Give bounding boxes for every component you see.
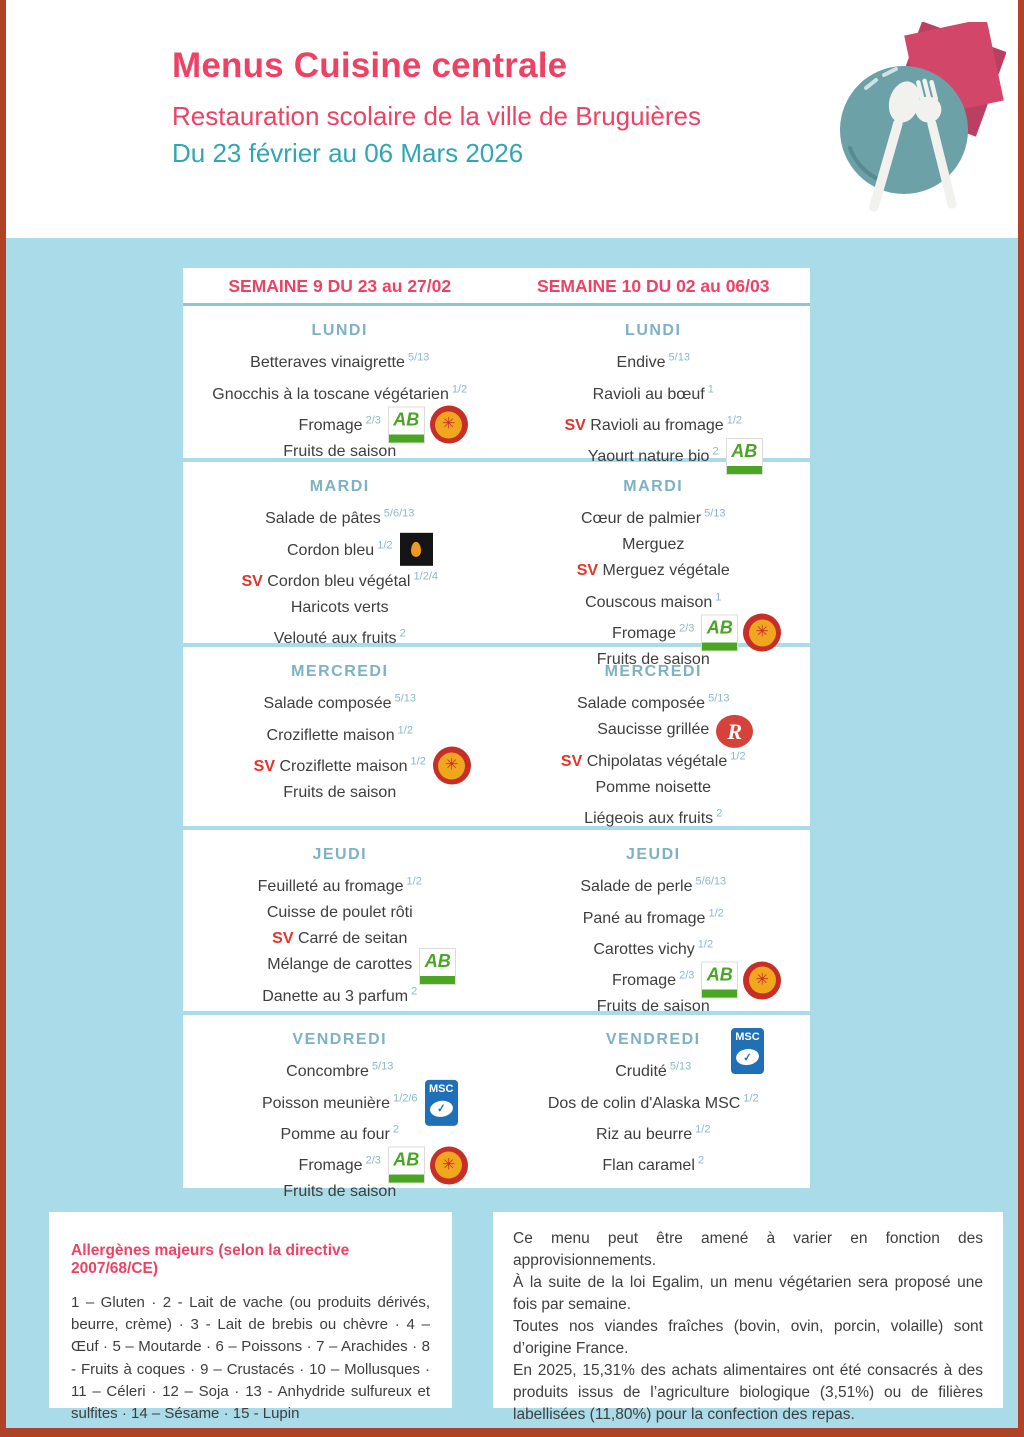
allergen-numbers: 2 [713,807,723,820]
menu-item-text: Fruits de saison [283,1183,397,1201]
menu-item [183,532,497,563]
ab-logo: AB [701,962,738,999]
ab-logo: AB [388,1147,425,1184]
allergen-numbers: 2/3 [362,414,381,427]
menu-item [183,717,497,748]
allergens-title: Allergènes majeurs (selon la directive 2007/68/CE) [71,1242,350,1277]
menu-item-text: Croziflette maison $^{1/2}$ [266,724,413,744]
menu-item [183,900,497,926]
ab-logo: AB [388,406,425,443]
menu-item [183,952,497,978]
allergen-numbers: 5/13 [705,693,730,705]
menu-item [497,1085,811,1116]
menu-item-text: SV Croziflette maison $^{1/2}$ [253,755,426,775]
menu-item-text: Pané au fromage $^{1/2}$ [582,907,724,927]
allergen-numbers: 1/2/6 [390,1092,418,1105]
menu-item [497,1148,811,1179]
menu-item-text: Fromage $^{2/3}$ [298,414,381,434]
menu-item [497,616,811,647]
allergen-numbers: 1/2/4 [410,570,439,583]
day-label: VENDREDI [605,1031,701,1048]
menu-item [497,963,811,994]
day-row-jeudi [183,826,810,1016]
plate-cutlery-illustration [816,22,1006,222]
menu-item-text: Fruits de saison [596,998,710,1016]
menu-item-text: Liégeois aux fruits $^2$ [584,807,723,827]
label-rouge-logo: R [716,715,753,748]
day-label: JEUDI [625,846,681,863]
allergen-numbers: 5/13 [666,1061,692,1073]
day-label: MERCREDI [604,663,702,680]
menu-item [497,501,811,532]
ab-logo: AB [701,614,738,651]
menu-item-text: Feuilleté au fromage $^{1/2}$ [257,876,422,896]
aop-logo: ✳ [430,406,468,444]
allergen-numbers: 5/13 [391,693,417,705]
menu-item-text: Ravioli au bœuf $^1$ [592,383,714,403]
menu-item-text: Cœur de palmier $^{5/13}$ [581,508,726,528]
day-sections [183,306,810,1201]
allergen-numbers: 1/2 [727,750,746,763]
menu-item [497,376,811,407]
menu-cell [183,462,497,648]
allergen-numbers: 1/2 [705,907,724,920]
info-paragraph: En 2025, 15,31% des achats alimentaires ont été consacrés à des produits issus de l’agriculture biologique (3,51%) ou de filières labellisées (11,80%) pour la confection des repas. [513,1362,983,1423]
menu-item-text: Salade composée $^{5/13}$ [263,693,417,713]
menu-item [183,376,497,407]
menu-table [183,268,810,1201]
menu-item [183,869,497,900]
menu-cell [183,647,497,826]
menu-item [183,408,497,439]
allergen-numbers: 2/3 [676,622,695,635]
menu-item [497,869,811,900]
menu-item-text: Pomme noisette [595,778,712,796]
menu-item [497,932,811,963]
menu-cell [497,647,811,826]
menu-item-text: Danette au 3 parfum $^2$ [262,985,418,1005]
menu-cell [183,1015,497,1201]
allergen-numbers: 5/13 [701,508,726,520]
menu-item-text: Cordon bleu $^{1/2}$ [286,539,393,559]
menu-item [497,584,811,615]
menu-item-text: Haricots verts [290,598,389,616]
menu-item [497,775,811,801]
aop-logo: ✳ [743,961,781,999]
menu-item-text: Concombre $^{5/13}$ [286,1061,394,1081]
menu-item-text: Merguez [622,536,685,554]
sv-vegetarian-tag: SV [272,930,298,948]
document-header [6,0,1018,238]
day-label: MARDI [309,478,370,495]
menu-item [183,686,497,717]
item-logos [400,533,433,566]
week-header-semaine-10: SEMAINE 10 DU 02 au 06/03 [537,276,770,296]
sv-vegetarian-tag: SV [241,572,268,590]
allergens-list: 1 – Gluten · 2 - Lait de vache (ou produits dérivés, beurre, crème) · 3 - Lait de brebis ou chèvre · 4 – Œuf · 5 – Moutarde · 6 – Poissons · 7 – Arachides · 8 - Fruits à coques · 9 – Crustacés · 10 – Mollusques · 11 – Céleri · 12 – Soja · 13 - Anhydride sulfureux et sulfites · 14 – Sésame · 15 - Lupin [71,1294,430,1422]
ab-logo: AB [419,948,456,985]
allergen-numbers: 1/2 [694,938,714,951]
day-label: LUNDI [311,322,368,339]
menu-item [497,717,811,743]
menu-item-text: Couscous maison $^1$ [585,591,722,611]
menu-cell [183,830,497,1011]
day-row-vendredi [183,1011,810,1201]
day-label: VENDREDI [292,1031,388,1048]
menu-item-text: Salade de perle $^{5/6/13}$ [580,876,727,896]
allergen-numbers: 1/2 [723,414,743,427]
allergen-numbers: 1/2 [692,1123,711,1136]
day-row-mercredi [183,643,810,826]
filiere-logo [400,533,433,566]
page-title: Menus Cuisine centrale [172,46,568,85]
menu-item [183,749,497,780]
menu-item [497,801,811,832]
menu-item-text: Poisson meunière $^{1/2/6}$ [261,1092,418,1112]
menu-item-text: Pomme au four $^2$ [280,1123,400,1143]
menu-item [183,595,497,621]
week-header-row [183,268,810,303]
sv-vegetarian-tag: SV [576,562,603,580]
allergen-numbers: 1/2 [374,539,393,552]
menu-item [497,532,811,558]
allergen-numbers: 2 [408,985,418,998]
info-paragraph: À la suite de la loi Egalim, un menu végétarien sera proposé une fois par semaine. [513,1274,983,1313]
menu-item-text: Velouté aux fruits $^2$ [273,627,406,648]
menu-item-text: Endive $^{5/13}$ [616,352,690,372]
aop-logo: ✳ [743,614,781,652]
menu-item [183,1148,497,1179]
aop-logo: ✳ [433,747,471,785]
allergen-numbers: 2/3 [676,969,695,982]
menu-cell [497,1015,811,1188]
menu-item [183,1179,497,1205]
sv-vegetarian-tag: SV [560,752,587,770]
allergen-numbers: 2 [694,1154,705,1167]
menu-item [497,408,811,439]
allergen-numbers: 5/13 [665,352,690,364]
day-label: JEUDI [312,846,368,863]
menu-item-text: Mélange de carottes [267,956,413,974]
menu-item [497,686,811,717]
allergens-box [49,1212,452,1422]
menu-item [497,345,811,376]
menu-item [183,780,497,806]
menu-item-text: Gnocchis à la toscane végétarien $^{1/2}$ [212,383,468,403]
menu-item [497,1117,811,1148]
menu-item [183,501,497,532]
allergen-numbers: 2 [389,1123,400,1136]
info-paragraph: Ce menu peut être amené à varier en fonction des approvisionnements. [513,1230,983,1269]
menu-cell [497,830,811,1016]
allergen-numbers: 1 [712,591,722,604]
allergen-numbers: 2/3 [362,1154,381,1167]
page-subtitle: Restauration scolaire de la ville de Bruguières [172,101,701,131]
day-label: MARDI [623,478,684,495]
info-paragraph: Toutes nos viandes fraîches (bovin, ovin, porcin, volaille) sont d’origine France. [513,1318,983,1357]
allergen-numbers: 1/2 [407,755,426,768]
menu-cell [497,462,811,668]
allergen-numbers: 1/2 [403,876,422,888]
menu-item-text: Dos de colin d'Alaska MSC $^{1/2}$ [547,1092,759,1112]
msc-logo: MSC ✓ [731,1028,764,1074]
menu-item-text: Flan caramel $^2$ [602,1154,705,1175]
menu-cell [183,306,497,458]
menu-item-text: Salade composée $^{5/13}$ [576,693,730,713]
menu-item [183,1082,497,1116]
menu-item-text: Salade de pâtes $^{5/6/13}$ [265,508,415,528]
menu-item-text: SV Carré de seitan [272,930,408,948]
allergen-numbers: 5/6/13 [380,508,415,520]
menu-item-text: Betteraves vinaigrette $^{5/13}$ [250,352,430,372]
menu-item-text: SV Ravioli au fromage $^{1/2}$ [564,414,743,434]
menu-item-text: SV Merguez végétale [576,562,730,580]
aop-logo: ✳ [430,1146,468,1184]
day-row-mardi [183,458,810,668]
sv-vegetarian-tag: SV [564,416,591,434]
allergen-numbers: 5/13 [368,1061,394,1073]
menu-item [183,564,497,595]
menu-item-text: Saucisse grillée [597,721,710,739]
menu-item [497,900,811,931]
menu-item-text: Fromage $^{2/3}$ [612,622,695,642]
day-row-lundi [183,306,810,466]
menu-item [497,1054,811,1085]
week-header-semaine-9: SEMAINE 9 DU 23 au 27/02 [228,276,452,296]
menu-cell [497,306,811,466]
menu-item-text: Riz au beurre $^{1/2}$ [596,1123,711,1143]
menu-item [497,743,811,774]
menu-item [183,1117,497,1148]
menu-item-text: Fruits de saison [596,650,710,668]
menu-item-text: Crudité $^{5/13}$ [615,1061,692,1081]
allergen-numbers: 1 [704,383,714,396]
allergen-numbers: 1/2 [740,1092,759,1105]
menu-item-text: Cuisse de poulet rôti [266,904,413,922]
msc-logo: MSC ✓ [425,1080,458,1126]
allergen-numbers: 2 [709,445,719,458]
menu-item-text: Fruits de saison [283,783,397,801]
menu-item [183,345,497,376]
menu-item-text: Carottes vichy $^{1/2}$ [593,938,714,958]
allergen-numbers: 1/2 [394,724,413,737]
date-range: Du 23 février au 06 Mars 2026 [172,138,524,168]
allergen-numbers: 5/6/13 [692,876,727,888]
menu-item-text: SV Chipolatas végétale $^{1/2}$ [560,750,746,770]
menu-item-text: SV Cordon bleu végétal $^{1/2/4}$ [241,570,439,590]
allergen-numbers: 2 [396,627,406,640]
day-label: LUNDI [625,322,682,339]
sv-vegetarian-tag: SV [253,757,280,775]
ab-logo: AB [726,438,763,475]
day-label: MERCREDI [291,663,389,680]
allergen-numbers: 1/2 [448,383,468,396]
info-box [493,1212,1003,1423]
menu-item-text: Fromage $^{2/3}$ [612,969,695,990]
menu-item [183,978,497,1009]
allergen-numbers: 5/13 [404,352,430,364]
menu-item-text: Yaourt nature bio $^2$ [587,445,719,466]
menu-item-text: Fruits de saison [283,442,397,460]
menu-item [497,558,811,584]
menu-item-text: Fromage $^{2/3}$ [298,1154,381,1175]
